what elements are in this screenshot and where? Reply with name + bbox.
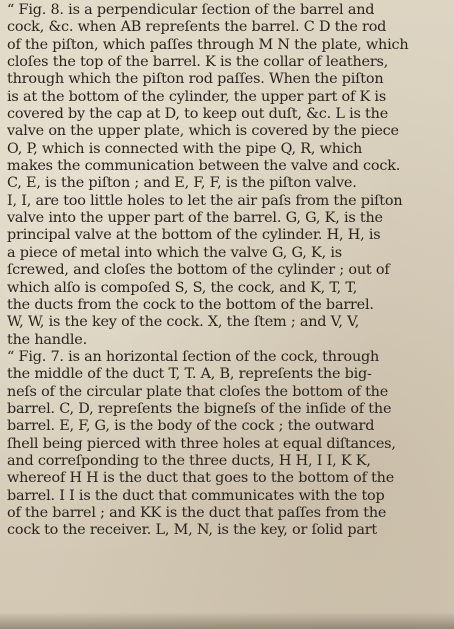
text-line: O, P, which is connected with the pipe Q, R, which: [7, 140, 363, 157]
text-line: “ Fig. 7. is an horizontal ſection of the cock, through: [7, 348, 380, 365]
text-line: barrel. C, D, repreſents the bigneſs of the inſide of the: [7, 400, 392, 417]
text-line: principal valve at the bottom of the cylinder. H, H, is: [7, 227, 381, 244]
text-line: ſcrewed, and cloſes the bottom of the cylinder ; out of: [7, 262, 390, 279]
text-line: the middle of the duct T, T. A, B, repreſents the big-: [7, 366, 372, 383]
text-line: barrel. I I is the duct that communicates with the top: [7, 487, 385, 504]
text-line: which alſo is compoſed S, S, the cock, and K, T, T,: [7, 279, 358, 296]
text-line: neſs of the circular plate that cloſes the bottom of the: [7, 383, 389, 400]
text-line: the handle.: [7, 331, 87, 348]
text-line: valve into the upper part of the barrel. G, G, K, is the: [7, 210, 383, 227]
body-text: [7, 2, 449, 540]
text-line: of the barrel ; and KK is the duct that paſſes from the: [7, 504, 387, 521]
text-line: “ Fig. 8. is a perpendicular ſection of the barrel and: [7, 2, 375, 18]
text-line: of the piſton, which paſſes through M N the plate, which: [7, 36, 409, 53]
text-line: makes the communication between the valve and cock.: [7, 158, 401, 175]
text-line: covered by the cap at D, to keep out duſt, &c. L is the: [7, 106, 389, 123]
text-line: and correſponding to the three ducts, H H, I I, K K,: [7, 452, 371, 469]
text-line: cloſes the top of the barrel. K is the collar of leathers,: [7, 54, 389, 71]
text-line: I, I, are too little holes to let the air paſs from the piſton: [7, 192, 403, 209]
text-line: cock to the receiver. L, M, N, is the key, or ſolid part: [7, 522, 377, 539]
text-line: is at the bottom of the cylinder, the upper part of K is: [7, 88, 387, 105]
text-line: ſhell being pierced with three holes at equal diſtances,: [7, 435, 396, 452]
text-line: barrel. E, F, G, is the body of the cock ; the outward: [7, 418, 375, 435]
text-line: C, E, is the piſton ; and E, F, F, is the piſton valve.: [7, 175, 357, 192]
text-line: valve on the upper plate, which is covered by the piece: [7, 123, 399, 140]
text-line: the ducts from the cock to the bottom of the barrel.: [7, 296, 374, 313]
text-line: W, W, is the key of the cock. X, the ſtem ; and V, V,: [7, 314, 360, 331]
text-line: whereof H H is the duct that goes to the bottom of the: [7, 470, 395, 487]
text-line: through which the piſton rod paſſes. When the piſton: [7, 71, 384, 88]
text-line: a piece of metal into which the valve G, G, K, is: [7, 244, 342, 261]
text-line: cock, &c. when AB repreſents the barrel. C D the rod: [7, 19, 387, 36]
